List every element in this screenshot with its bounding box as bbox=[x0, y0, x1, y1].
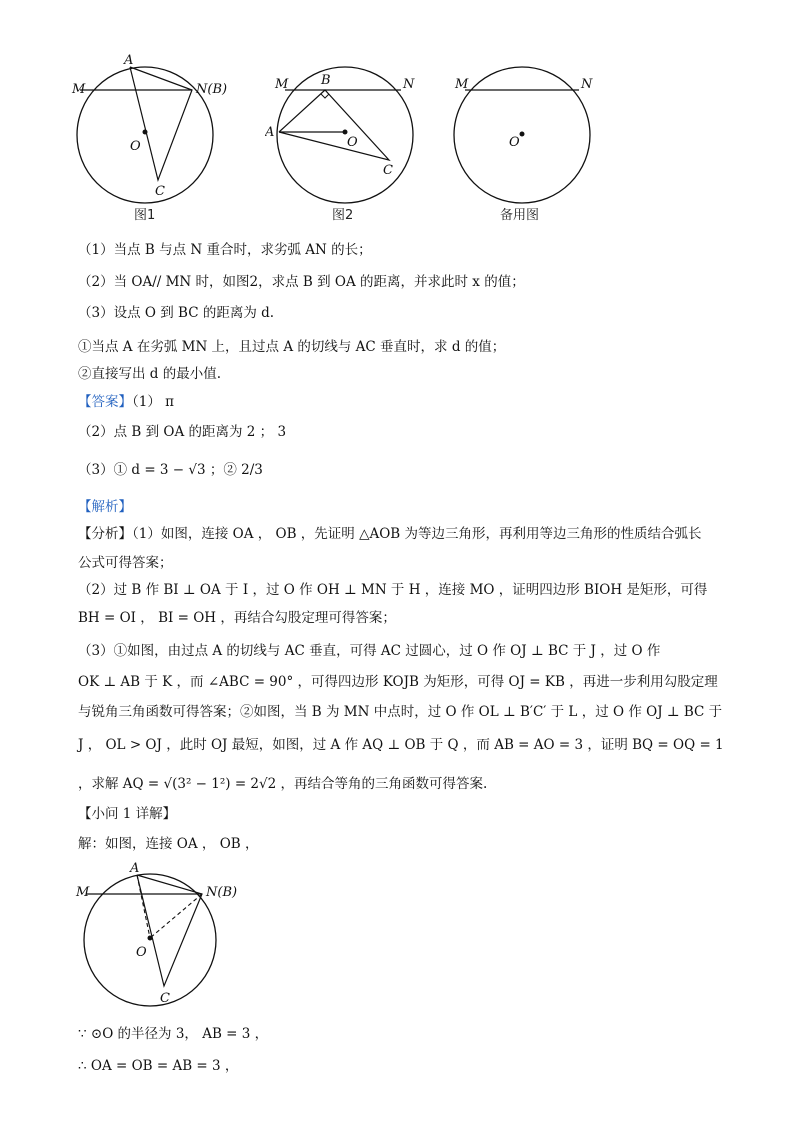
sub-question-1-header: 【小问 1 详解】 bbox=[78, 806, 177, 822]
figure-3-caption: 备用图 bbox=[500, 208, 540, 223]
figure-1 bbox=[70, 50, 250, 220]
analysis-line-7: 与锐角三角函数可得答案；②如图，当 B 为 MN 中点时，过 O 作 OL ⊥ B′C′ 于 L ，过 O 作 OJ ⊥ BC 于 bbox=[78, 704, 723, 720]
analysis-line-9: ，求解 AQ = √(3² − 1²) = 2√2 ，再结合等角的三角函数可得答案. bbox=[78, 776, 488, 792]
analysis-line-1: 【分析】（1）如图，连接 OA ， OB ，先证明 △AOB 为等边三角形，再利用等边三角形的性质结合弧长 bbox=[78, 526, 702, 542]
solution-line-1: 解：如图，连接 OA ， OB ， bbox=[78, 836, 259, 852]
fig4-label-o: O bbox=[136, 945, 147, 960]
fig4-label-nb: N(B) bbox=[206, 885, 238, 900]
figure-1-caption: 图1 bbox=[134, 208, 156, 223]
fig3-label-n: N bbox=[581, 77, 593, 92]
fig4-label-c: C bbox=[160, 991, 170, 1006]
fig3-label-m: M bbox=[455, 77, 469, 92]
fig1-label-o: O bbox=[130, 139, 141, 154]
fig4-label-a: A bbox=[130, 862, 140, 876]
answer-tag: 【答案】 bbox=[78, 394, 132, 410]
fig2-label-m: M bbox=[275, 77, 289, 92]
fig4-label-m: M bbox=[76, 885, 90, 900]
fig1-label-m: M bbox=[72, 82, 86, 97]
analysis-line-4: BH = OI ， BI = OH ，再结合勾股定理可得答案； bbox=[78, 610, 396, 626]
analysis-line-6: OK ⊥ AB 于 K ，而 ∠ABC = 90° ，可得四边形 KOJB 为矩形，可得 OJ = KB ，再进一步利用勾股定理 bbox=[78, 674, 718, 690]
fig1-label-c: C bbox=[155, 184, 165, 199]
question-1: （1）当点 B 与点 N 重合时，求劣弧 AN 的长； bbox=[78, 242, 372, 258]
fig3-label-o: O bbox=[509, 135, 520, 150]
figure-1-diagram bbox=[70, 50, 250, 220]
figure-2 bbox=[265, 50, 425, 220]
question-3-1: ①当点 A 在劣弧 MN 上，且过点 A 的切线与 AC 垂直时，求 d 的值； bbox=[78, 339, 506, 355]
figure-4-diagram bbox=[72, 862, 262, 1012]
answer-2: （2）点 B 到 OA 的距离为 2 ； 3 bbox=[78, 424, 287, 440]
answer-line-1 bbox=[78, 392, 174, 412]
answer-3: （3）① d = 3 − √3 ；② 2/3 bbox=[78, 462, 263, 478]
fig2-label-a: A bbox=[265, 125, 275, 140]
fig2-label-n: N bbox=[403, 77, 415, 92]
figure-4 bbox=[72, 862, 262, 1012]
question-2: （2）当 OA// MN 时，如图2，求点 B 到 OA 的距离，并求此时 x 的值； bbox=[78, 274, 525, 290]
fig2-label-b: B bbox=[321, 73, 331, 88]
question-3-2: ②直接写出 d 的最小值. bbox=[78, 366, 222, 382]
figure-3-diagram bbox=[447, 50, 607, 220]
fig2-label-o: O bbox=[347, 135, 358, 150]
solution-line-3: ∴ OA = OB = AB = 3 ， bbox=[78, 1058, 239, 1074]
fig2-label-c: C bbox=[383, 163, 393, 178]
analysis-line-3: （2）过 B 作 BI ⊥ OA 于 I ，过 O 作 OH ⊥ MN 于 H ，连接 MO ，证明四边形 BIOH 是矩形，可得 bbox=[78, 582, 708, 598]
analysis-line-8: J ， OL > OJ ，此时 OJ 最短，如图，过 A 作 AQ ⊥ OB 于 Q ，而 AB = AO = 3 ，证明 BQ = OQ = 1 bbox=[78, 737, 724, 753]
analysis-line-5: （3）①如图，由过点 A 的切线与 AC 垂直，可得 AC 过圆心，过 O 作 OJ ⊥ BC 于 J ，过 O 作 bbox=[78, 643, 661, 659]
solution-line-2: ∵ ⊙O 的半径为 3， AB = 3 ， bbox=[78, 1026, 269, 1042]
figure-2-diagram bbox=[265, 50, 425, 220]
figure-3 bbox=[447, 50, 607, 220]
fig1-label-nb: N(B) bbox=[196, 82, 228, 97]
analysis-tag: 【解析】 bbox=[78, 499, 132, 515]
answer-1: （1） π bbox=[132, 394, 175, 410]
fig1-label-a: A bbox=[124, 53, 134, 68]
question-3: （3）设点 O 到 BC 的距离为 d. bbox=[78, 305, 275, 321]
figure-2-caption: 图2 bbox=[332, 208, 354, 223]
analysis-line-2: 公式可得答案； bbox=[78, 555, 173, 571]
